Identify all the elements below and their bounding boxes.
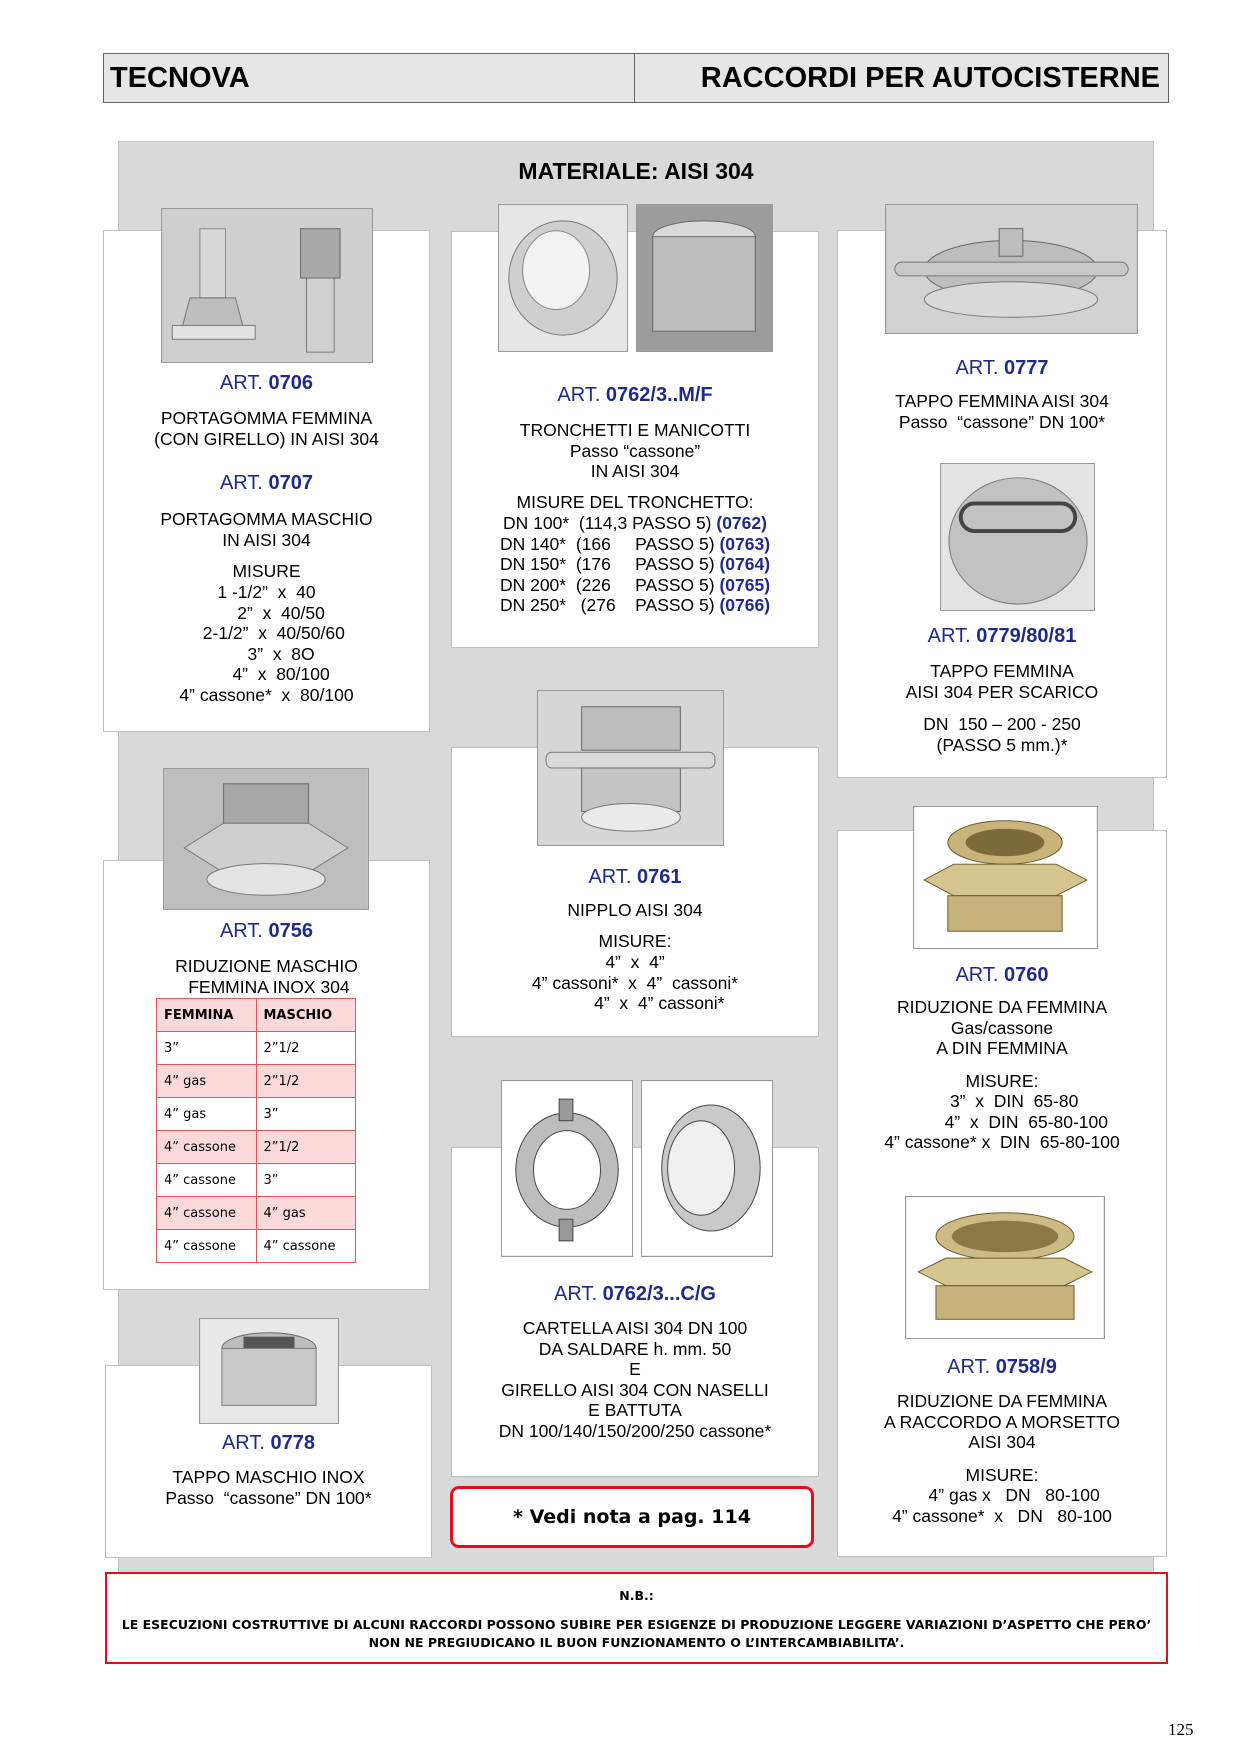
misure-0707: 1 -1/2” x 40 2” x 40/50 2-1/2” x 40/50/60 3” x 8O 4” x 80/100 4” cassone* x 80/100 — [179, 582, 354, 705]
table-header-femmina: FEMMINA — [157, 999, 257, 1032]
note-reference-box: * Vedi nota a pag. 114 — [450, 1486, 814, 1548]
desc-0778: TAPPO MASCHIO INOX Passo “cassone” DN 100* — [165, 1467, 372, 1508]
art-label-0762-mf: ART. 0762/3..M/F — [557, 384, 713, 406]
art-label-0777: ART. 0777 — [955, 357, 1049, 379]
desc-0761: NIPPLO AISI 304 — [567, 900, 703, 920]
art-label-0760: ART. 0760 — [955, 964, 1049, 986]
header-brand: TECNOVA — [103, 53, 635, 103]
photo-tappo-maschio — [199, 1318, 339, 1424]
table-header-maschio: MASCHIO — [256, 999, 356, 1032]
list-item: DN 200* (226 PASSO 5) (0765) — [499, 574, 771, 595]
table-cell: 4” gas — [256, 1197, 356, 1230]
table-row — [157, 1230, 356, 1263]
photo-girello — [501, 1080, 633, 1257]
misure-0758: 4” gas x DN 80-100 4” cassone* x DN 80-100 — [892, 1485, 1112, 1526]
reduction-table — [156, 998, 356, 1263]
desc-0760: RIDUZIONE DA FEMMINA Gas/cassone A DIN FEMMINA — [896, 997, 1107, 1058]
tronchetto-illustration — [637, 205, 772, 351]
page-number: 125 — [1168, 1720, 1194, 1739]
nb-title: N.B.: — [619, 1588, 654, 1603]
table-cell: 3” — [157, 1032, 257, 1065]
table-cell: 4” cassone — [157, 1197, 257, 1230]
table-row — [157, 1098, 356, 1131]
photo-cartella — [641, 1080, 773, 1257]
misure-0761: 4” x 4” 4” cassoni* x 4” cassoni* 4” x 4” cassoni* — [531, 952, 739, 1013]
tappo-scarico-illustration — [941, 464, 1094, 610]
desc-0762-cg: CARTELLA AISI 304 DN 100 DA SALDARE h. mm. 50 E GIRELLO AISI 304 CON NASELLI E BATTUTA DN 100/140/150/200/250 cassone* — [498, 1318, 772, 1441]
list-item: DN 150* (176 PASSO 5) (0764) — [499, 554, 771, 574]
table-row — [157, 1197, 356, 1230]
portagomma-illustration — [162, 209, 372, 362]
riduzione-din-illustration — [914, 807, 1097, 948]
misure-title-0762-mf: MISURE DEL TRONCHETTO: — [516, 492, 754, 512]
art-label-0761: ART. 0761 — [588, 866, 682, 888]
misure-title-0707: MISURE — [232, 561, 301, 581]
table-cell: 4” gas — [157, 1098, 257, 1131]
art-label-0758: ART. 0758/9 — [947, 1356, 1057, 1378]
table-row — [157, 1065, 356, 1098]
tappo-maschio-illustration — [200, 1319, 338, 1423]
table-row — [157, 1032, 356, 1065]
table-cell: 3” — [256, 1098, 356, 1131]
photo-nipplo — [537, 690, 724, 846]
misure-0760: 3” x DIN 65-80 4” x DIN 65-80-100 4” cassone* x DIN 65-80-100 — [884, 1091, 1120, 1152]
desc-0758: RIDUZIONE DA FEMMINA A RACCORDO A MORSETTO AISI 304 — [884, 1391, 1120, 1452]
header-title: RACCORDI PER AUTOCISTERNE — [634, 53, 1169, 103]
art-label-0706: ART. 0706 — [219, 372, 314, 394]
table-cell: 4” cassone — [157, 1131, 257, 1164]
nb-disclaimer-box — [105, 1572, 1168, 1664]
misure-title-0760: MISURE: — [965, 1071, 1039, 1091]
table-cell: 4” gas — [157, 1065, 257, 1098]
photo-tappo-femmina — [885, 204, 1138, 334]
photo-raccordo-morsetto — [905, 1196, 1105, 1339]
cartella-illustration — [642, 1081, 772, 1256]
misure-title-0761: MISURE: — [598, 931, 672, 951]
table-cell: 4” cassone — [157, 1164, 257, 1197]
nipplo-illustration — [538, 691, 723, 845]
desc-0706: PORTAGOMMA FEMMINA (CON GIRELLO) IN AISI 304 — [154, 408, 379, 449]
photo-riduzione-maschio — [163, 768, 369, 910]
desc-0756: RIDUZIONE MASCHIO FEMMINA INOX 304 — [175, 956, 358, 997]
desc-0707: PORTAGOMMA MASCHIO IN AISI 304 — [160, 509, 373, 550]
list-item: DN 140* (166 PASSO 5) (0763) — [499, 533, 771, 554]
nb-line-2: NON NE PREGIUDICANO IL BUON FUNZIONAMENTO O L’INTERCAMBIABILITA’. — [368, 1635, 905, 1650]
misure-0779: DN 150 – 200 - 250 (PASSO 5 mm.)* — [923, 714, 1081, 755]
desc-0777: TAPPO FEMMINA AISI 304 Passo “cassone” DN 100* — [895, 391, 1109, 432]
list-item: DN 100* (114,3 PASSO 5) (0762) — [503, 513, 767, 533]
desc-0762-mf: TRONCHETTI E MANICOTTI Passo “cassone” IN AISI 304 — [519, 420, 751, 481]
table-cell: 2”1/2 — [256, 1065, 356, 1098]
manicotto-illustration — [499, 205, 627, 351]
photo-manicotto — [498, 204, 628, 352]
desc-0779: TAPPO FEMMINA AISI 304 PER SCARICO — [905, 661, 1099, 702]
tronchetto-sizes — [451, 513, 819, 616]
photo-tappo-scarico — [940, 463, 1095, 611]
art-label-0762-cg: ART. 0762/3...C/G — [554, 1283, 716, 1305]
girello-illustration — [502, 1081, 632, 1256]
table-cell: 4” cassone — [256, 1230, 356, 1263]
riduzione-illustration — [164, 769, 368, 909]
table-row — [157, 1131, 356, 1164]
nb-line-1: LE ESECUZIONI COSTRUTTIVE DI ALCUNI RACCORDI POSSONO SUBIRE PER ESIGENZE DI PRODUZIONE LEGGERE VARIAZIONI D’ASPETTO CHE PERO’ — [121, 1617, 1152, 1632]
table-cell: 3” — [256, 1164, 356, 1197]
art-label-0779: ART. 0779/80/81 — [927, 625, 1077, 647]
raccordo-morsetto-illustration — [906, 1197, 1104, 1338]
photo-tronchetto — [636, 204, 773, 352]
material-heading: MATERIALE: AISI 304 — [518, 158, 754, 184]
tappo-femmina-illustration — [886, 205, 1137, 333]
art-label-0778: ART. 0778 — [221, 1432, 316, 1454]
table-cell: 4” cassone — [157, 1230, 257, 1263]
list-item: DN 250* (276 PASSO 5) (0766) — [499, 595, 771, 615]
photo-portagomma — [161, 208, 373, 363]
art-label-0707: ART. 0707 — [219, 472, 314, 494]
misure-title-0758: MISURE: — [965, 1465, 1039, 1485]
photo-riduzione-din — [913, 806, 1098, 949]
art-label-0756: ART. 0756 — [219, 920, 314, 942]
table-row — [157, 1164, 356, 1197]
table-cell: 2”1/2 — [256, 1131, 356, 1164]
table-cell: 2”1/2 — [256, 1032, 356, 1065]
